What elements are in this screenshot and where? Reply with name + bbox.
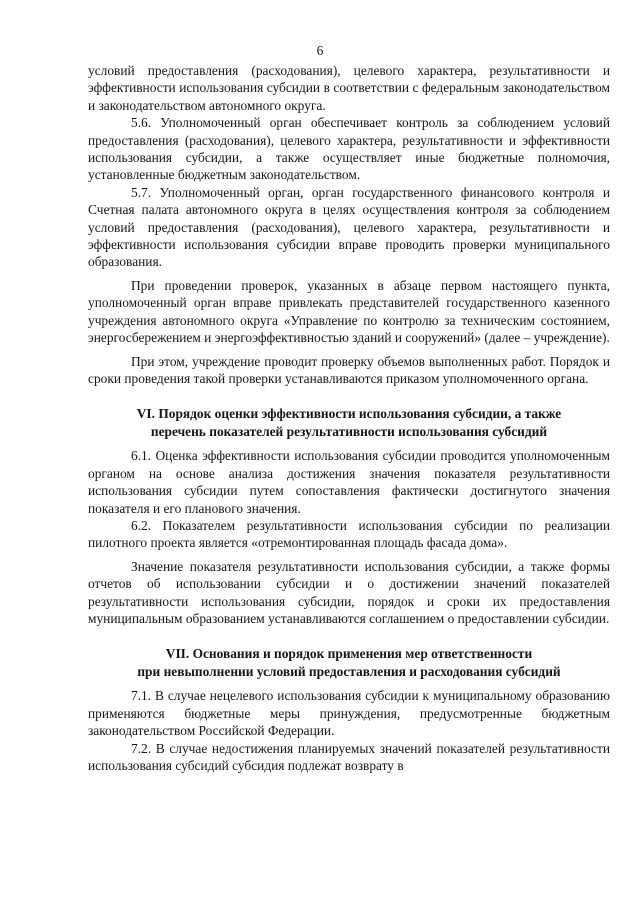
- paragraph-continuation: условий предоставления (расходования), целевого характера, результативности и эффективности использования субсидии в соответствии с федеральным законодательством и законодательством автономного округа.: [88, 63, 610, 113]
- paragraph-6-2: 6.2. Показателем результативности использования субсидии по реализации пилотного проекта является «отремонтированная площадь фасада дома».: [88, 517, 610, 551]
- document-body: [88, 62, 610, 774]
- section-7-heading-line-2: при невыполнении условий предоставления и расходования субсидий: [137, 664, 561, 680]
- section-7-heading: [88, 645, 610, 681]
- section-6-heading: [88, 405, 610, 441]
- section-6-heading-line-2: перечень показателей результативности использования субсидий: [150, 424, 548, 440]
- paragraph-indicator-value: Значение показателя результативности использования субсидии, а также формы отчетов об использовании субсидии и о достижении значений показателей результативности использования субсидии, порядок и сроки их предоставления муниципальным образованием устанавливаются соглашением о предоставлении субсидии.: [88, 558, 610, 626]
- paragraph-5-6: 5.6. Уполномоченный орган обеспечивает контроль за соблюдением условий предоставления (расходования), целевого характера, результативности и эффективности использования субсидии, а также осуществляет иные бюджетные полномочия, установленные бюджетным законодательством.: [88, 115, 610, 183]
- paragraph-6-1: 6.1. Оценка эффективности использования субсидии проводится уполномоченным органом на основе анализа достижения значения показателя результативности использования субсидии путем сопоставления фактически достигнутого значения показателя и его планового значения.: [88, 448, 610, 516]
- section-7-heading-line-1: VII. Основания и порядок применения мер ответственности: [165, 646, 533, 662]
- paragraph-inspections: При проведении проверок, указанных в абзаце первом настоящего пункта, уполномоченный орган вправе привлекать представителей государственного казенного учреждения автономного округа «Управление по контролю за техническим состоянием, энергосбережением и энергоэффективностью зданий и сооружений» (далее – учреждение).: [88, 277, 610, 346]
- page-number: 6: [316, 43, 324, 58]
- paragraph-inspection-order: При этом, учреждение проводит проверку объемов выполненных работ. Порядок и сроки проведения такой проверки устанавливаются приказом уполномоченного органа.: [88, 353, 610, 386]
- paragraph-7-2: 7.2. В случае недостижения планируемых значений показателей результативности использования субсидий субсидия подлежат возврату в: [88, 740, 610, 773]
- paragraph-5-7: 5.7. Уполномоченный орган, орган государственного финансового контроля и Счетная палата автономного округа в целях осуществления контроля за соблюдением условий предоставления (расходования), целевого характера, результативности и эффективности использования субсидии вправе проводить проверки муниципального образования.: [88, 184, 610, 270]
- section-6-heading-line-1: VI. Порядок оценки эффективности использования субсидии, а также: [136, 406, 562, 422]
- paragraph-7-1: 7.1. В случае нецелевого использования субсидии к муниципальному образованию применяются бюджетные меры принуждения, предусмотренные бюджетным законодательством Российской Федерации.: [88, 688, 610, 739]
